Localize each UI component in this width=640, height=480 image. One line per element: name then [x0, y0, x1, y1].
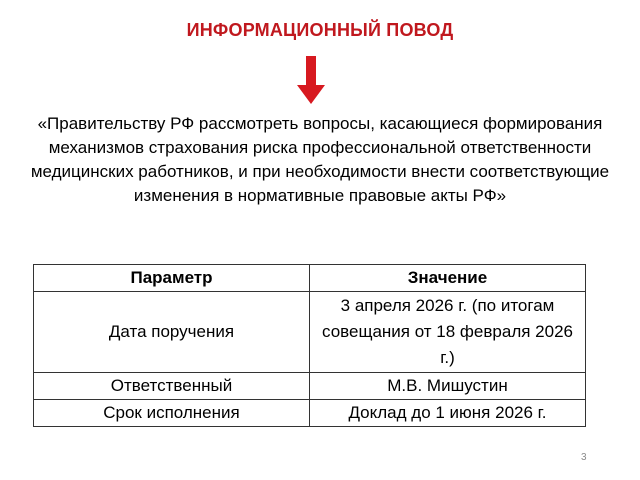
- quote-text: «Правительству РФ рассмотреть вопросы, касающиеся формирования механизмов страхования риска профессиональной ответственности медицинских работников, и при необходимости внести соответствующие изменения в нормативные правовые акты РФ»: [30, 114, 610, 205]
- slide-title: ИНФОРМАЦИОННЫЙ ПОВОД: [186, 20, 454, 40]
- param-cell: Ответственный: [34, 373, 310, 400]
- table-header-row: [34, 265, 586, 292]
- parameters-table: [33, 264, 586, 427]
- down-arrow-icon: [297, 56, 325, 104]
- table-row: [34, 373, 586, 400]
- table-row: [34, 400, 586, 427]
- page-number: 3: [581, 452, 587, 463]
- header-parameter: Параметр: [34, 265, 310, 292]
- value-cell: 3 апреля 2026 г. (по итогам совещания от 18 февраля 2026 г.): [310, 292, 586, 373]
- value-cell: М.В. Мишустин: [310, 373, 586, 400]
- value-cell: Доклад до 1 июня 2026 г.: [310, 400, 586, 427]
- header-value: Значение: [310, 265, 586, 292]
- table-row: [34, 292, 586, 373]
- param-cell: Дата поручения: [34, 292, 310, 373]
- param-cell: Срок исполнения: [34, 400, 310, 427]
